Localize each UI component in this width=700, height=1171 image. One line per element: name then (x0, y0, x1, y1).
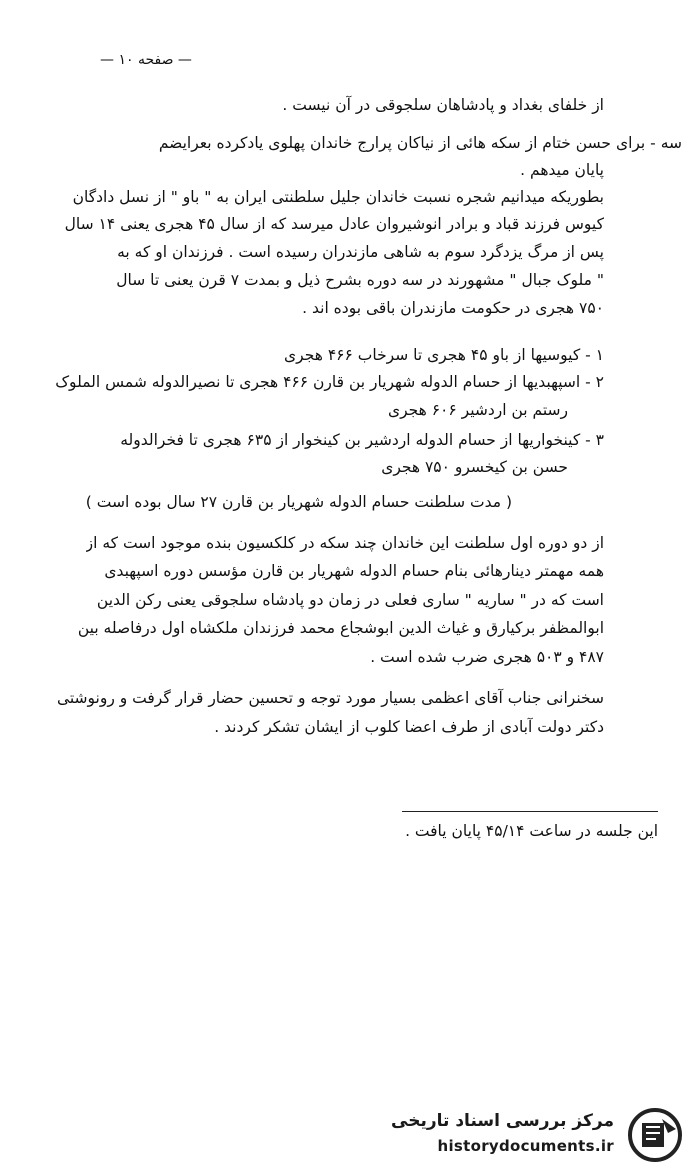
text-line: کیوس فرزند قباد و برادر انوشیروان عادل میرسد که از سال ۴۵ هجری یعنی ۱۴ سال (64, 215, 604, 233)
text-line: ۴۸۷ و ۵۰۳ هجری ضرب شده است . (370, 648, 604, 666)
archive-logo-icon (624, 1107, 686, 1163)
text-line: پایان میدهم . (520, 161, 604, 179)
text-line: ابوالمظفر برکیارق و غیاث الدین ابوشجاع محمد فرزندان ملکشاه اول درفاصله بین (77, 619, 604, 637)
note-line: ( مدت سلطنت حسام الدوله شهریار بن قارن ۲۷ سال بوده است ) (85, 493, 512, 511)
text-line: بطوریکه میدانیم شجره نسبت خاندان جلیل سلطنتی ایران به " باو " از نسل دادگان (72, 188, 604, 206)
text-line: " ملوک جبال " مشهورند در سه دوره بشرح ذیل و بمدت ۷ قرن یعنی تا سال (116, 271, 604, 289)
watermark (391, 1107, 686, 1163)
text-line: سخنرانی جناب آقای اعظمی بسیار مورد توجه و تحسین حضار قرار گرفت و رونوشتی (56, 689, 604, 707)
closing-line: این جلسه در ساعت ۴۵/۱۴ پایان یافت . (405, 822, 658, 840)
text-line: دکتر دولت آبادی از طرف اعضا کلوب از ایشان تشکر کردند . (214, 718, 604, 736)
list-item: ۲ - اسپهبدیها از حسام الدوله شهریار بن قارن ۴۶۶ هجری تا نصیرالدوله شمس الملوک (55, 373, 604, 391)
list-item: ۱ - کیوسیها از باو ۴۵ هجری تا سرخاب ۴۶۶ هجری (284, 346, 604, 364)
text-line: از خلفای بغداد و پادشاهان سلجوقی در آن نیست . (282, 96, 604, 114)
text-line: از دو دوره اول سلطنت این خاندان چند سکه در کلکسیون بنده موجود است که از (85, 534, 604, 552)
text-line: است که در " ساریه " ساری فعلی در زمان دو پادشاه سلجوقی یعنی رکن الدین (96, 591, 604, 609)
list-item: رستم بن اردشیر ۶۰۶ هجری (387, 401, 568, 419)
text-line: پس از مرگ یزدگرد سوم به شاهی مازندران رسیده است . فرزندان او که به (117, 243, 604, 261)
watermark-title: مرکز بررسی اسناد تاریخی (391, 1111, 614, 1131)
watermark-url: historydocuments.ir (437, 1137, 614, 1155)
list-item: ۳ - کینخواریها از حسام الدوله اردشیر بن کینخوار از ۶۳۵ هجری تا فخرالدوله (120, 431, 604, 449)
text-line: همه مهمتر دینارهائی بنام حسام الدوله شهریار بن قارن مؤسس دوره اسپهبدی (104, 562, 604, 580)
list-item: حسن بن کیخسرو ۷۵۰ هجری (381, 458, 568, 476)
page-number: — صفحه ۱۰ — (100, 52, 192, 68)
text-line: ۷۵۰ هجری در حکومت مازندران باقی بوده اند . (302, 299, 604, 317)
divider (402, 811, 658, 812)
text-line: سه - برای حسن ختام از سکه هائی از نیاکان پرارج خاندان پهلوی یادکرده بعرایضم (158, 134, 682, 152)
